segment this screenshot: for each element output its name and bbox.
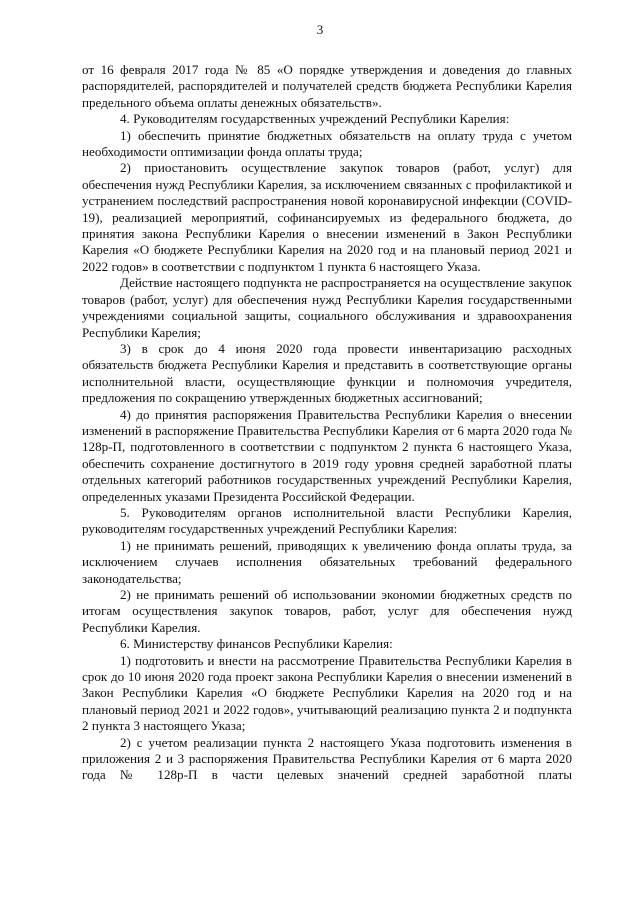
paragraph: 1) подготовить и внести на рассмотрение Правительства Республики Карелия в срок до 10 июня 2020 года проект закона Республики Карелия о внесении изменений в Закон Республики Карелия «О бюджете Республики Карелия на 2020 год и на плановый период 2021 и 2022 годов», учитывающий реализацию пункта 2 и подпункта 2 пункта 3 настоящего Указа; bbox=[82, 652, 572, 734]
paragraph: 3) в срок до 4 июня 2020 года провести инвентаризацию расходных обязательств бюджета Республики Карелия и представить в соответствующие органы исполнительной власти, осуществляющие функции и полномочия учредителя, предложения по сокращению утвержденных бюджетных ассигнований; bbox=[82, 340, 572, 406]
paragraph: 4. Руководителям государственных учреждений Республики Карелия: bbox=[120, 111, 510, 127]
document-body bbox=[82, 62, 572, 784]
paragraph: от 16 февраля 2017 года № 85 «О порядке утверждения и доведения до главных распорядителей, распорядителей и получателей средств бюджета Республики Карелия предельного объема оплаты денежных обязательств». bbox=[82, 62, 572, 110]
paragraph: 2) не принимать решений об использовании экономии бюджетных средств по итогам осуществления закупок товаров, работ, услуг для обеспечения нужд Республики Карелия. bbox=[82, 587, 572, 635]
paragraph: 5. Руководителям органов исполнительной власти Республики Карелия, руководителям государственных учреждений Республики Карелия: bbox=[82, 504, 572, 537]
page-number: 3 bbox=[316, 22, 324, 37]
paragraph: 2) приостановить осуществление закупок товаров (работ, услуг) для обеспечения нужд Республики Карелия, за исключением связанных с профилактикой и устранением последствий распространения новой коронавирусной инфекции (COVID-19), реализацией мероприятий, софинансируемых из федерального бюджета, до принятия закона Республики Карелия о внесении изменений в Закон Республики Карелия «О бюджете Республики Карелия на 2020 год и на плановый период 2021 и 2022 годов» в соответствии с подпунктом 1 пункта 6 настоящего Указа. bbox=[82, 160, 572, 274]
paragraph: 4) до принятия распоряжения Правительства Республики Карелия о внесении изменений в распоряжение Правительства Республики Карелия от 6 марта 2020 года № 128р-П, подготовленного в соответствии с подпунктом 2 пункта 6 настоящего Указа, обеспечить сохранение достигнутого в 2019 году уровня средней заработной платы отдельных категорий работников государственных учреждений Республики Карелия, определенных указами Президента Российской Федерации. bbox=[82, 406, 572, 504]
paragraph: 6. Министерству финансов Республики Карелия: bbox=[120, 636, 393, 652]
paragraph: 1) не принимать решений, приводящих к увеличению фонда оплаты труда, за исключением случаев исполнения обязательных требований федерального законодательства; bbox=[82, 537, 572, 586]
paragraph: 1) обеспечить принятие бюджетных обязательств на оплату труда с учетом необходимости оптимизации фонда оплаты труда; bbox=[82, 127, 572, 160]
paragraph: Действие настоящего подпункта не распространяется на осуществление закупок товаров (работ, услуг) для обеспечения нужд Республики Карелия государственными учреждениями социальной защиты, социального обслуживания и здравоохранения Республики Карелия; bbox=[82, 275, 572, 340]
paragraph: 2) с учетом реализации пункта 2 настоящего Указа подготовить изменения в приложения 2 и 3 распоряжения Правительства Республики Карелия от 6 марта 2020 года № 128р-П в части целевых значений средней заработной платы bbox=[82, 734, 572, 783]
